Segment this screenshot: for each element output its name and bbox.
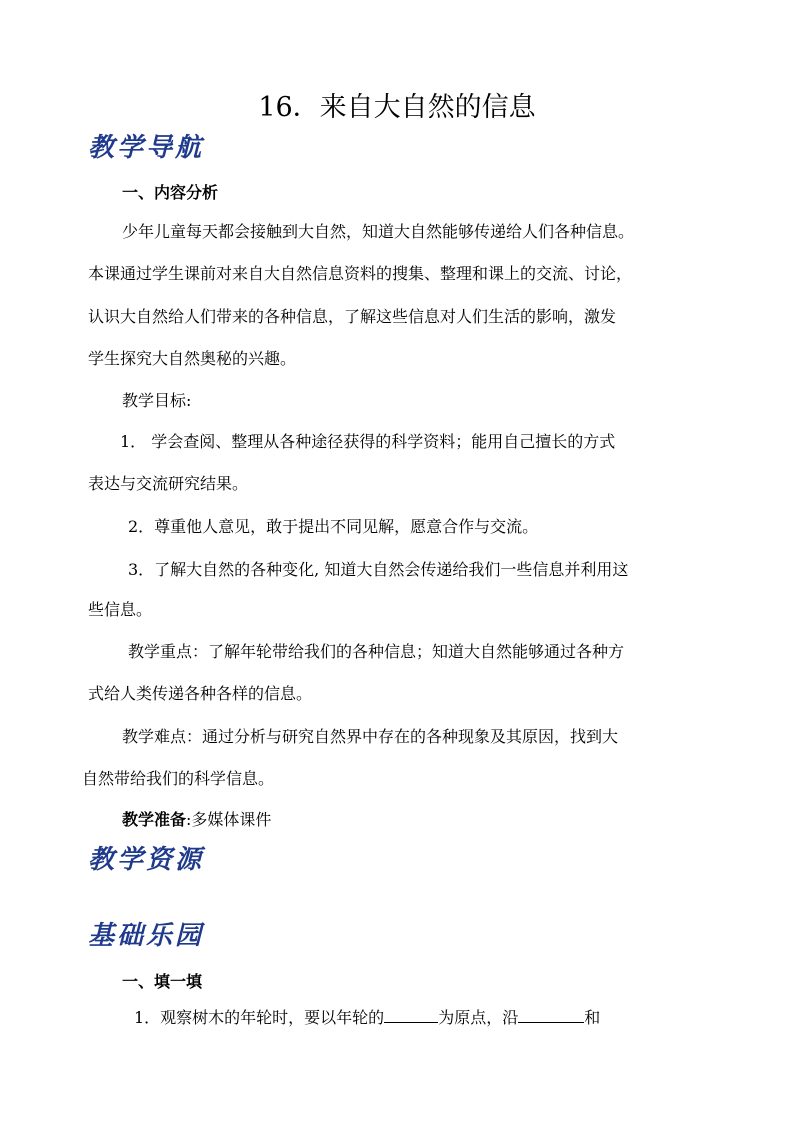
goal-3-line-1: 3．了解大自然的各种变化, 知道大自然会传递给我们一些信息并利用这 [128,560,629,579]
question-1-text-c: 和 [584,1008,601,1027]
intro-line-1: 少年儿童每天都会接触到大自然，知道大自然能够传递给人们各种信息。 [122,222,635,241]
preparation-value: :多媒体课件 [186,810,272,829]
intro-line-4: 学生探究大自然奥秘的兴趣。 [88,349,297,368]
section-heading-resources: 教学资源 [88,845,205,875]
goal-1-line-1: 1． 学会查阅、整理从各种途径获得的科学资料；能用自己擅长的方式 [120,432,616,451]
answer-blank-1[interactable] [384,1006,438,1023]
key-points-line-2: 式给人类传递各种各样的信息。 [88,684,313,703]
preparation-label: 教学准备 [122,810,187,829]
goal-2: 2．尊重他人意见，敢于提出不同见解，愿意合作与交流。 [128,517,539,536]
intro-line-2: 本课通过学生课前对来自大自然信息资料的搜集、整理和课上的交流、讨论， [88,264,633,283]
subheading-content-analysis: 一、内容分析 [122,183,219,202]
page-title: 16．来自大自然的信息 [258,92,536,123]
question-1-text-a: 1．观察树木的年轮时，要以年轮的 [134,1008,385,1027]
goals-label: 教学目标: [122,391,192,410]
intro-line-3: 认识大自然给人们带来的各种信息，了解这些信息对人们生活的影响，激发 [88,307,617,326]
subheading-fill-in: 一、填一填 [122,972,203,991]
section-heading-basics: 基础乐园 [88,921,205,951]
goal-3-line-2: 些信息。 [88,600,153,619]
difficulties-line-1: 教学难点：通过分析与研究自然界中存在的各种现象及其原因，找到大 [122,727,619,746]
question-1-line-1 [134,997,600,1039]
difficulties-line-2: 自然带给我们的科学信息。 [82,769,275,788]
section-heading-nav: 教学导航 [88,133,205,163]
answer-blank-2[interactable] [518,1006,584,1023]
goal-1-line-2: 表达与交流研究结果。 [88,474,249,493]
question-1-text-b: 为原点，沿 [438,1008,519,1027]
preparation-line [122,799,271,841]
key-points-line-1: 教学重点：了解年轮带给我们的各种信息；知道大自然能够通过各种方 [128,642,625,661]
